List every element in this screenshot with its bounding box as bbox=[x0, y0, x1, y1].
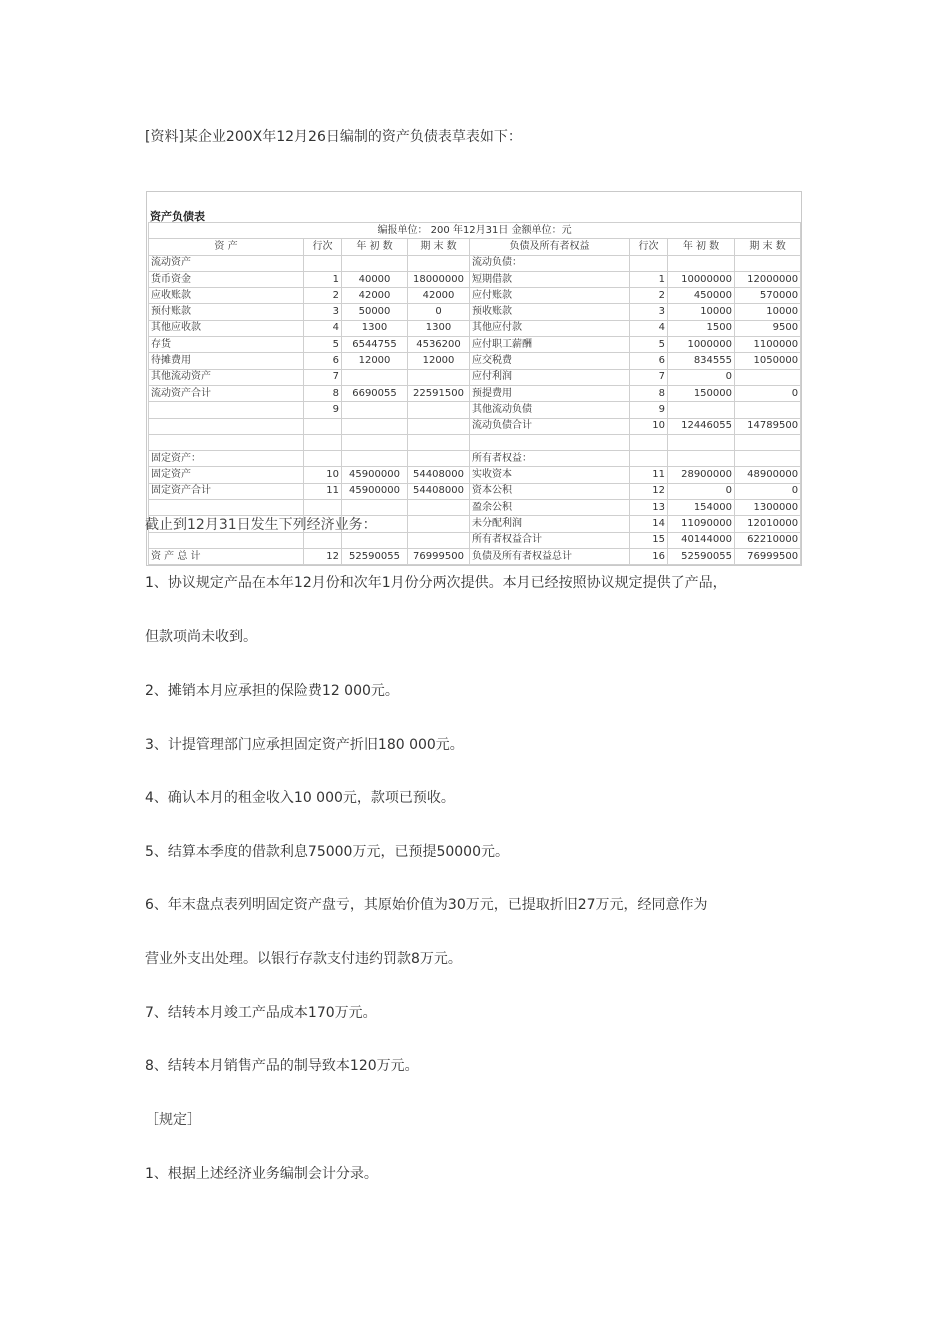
table-cell: 52590055 bbox=[342, 548, 408, 564]
table-cell: 其他流动资产 bbox=[149, 369, 304, 385]
table-cell: 8 bbox=[630, 385, 668, 401]
table-cell: 12 bbox=[304, 548, 342, 564]
table-row bbox=[149, 353, 801, 369]
table-cell: 0 bbox=[735, 483, 801, 499]
table-cell: 应交税费 bbox=[470, 353, 630, 369]
table-cell: 10000000 bbox=[668, 271, 735, 287]
table-cell: 固定资产： bbox=[149, 451, 304, 467]
table-cell: 62210000 bbox=[735, 532, 801, 548]
table-cell: 预付账款 bbox=[149, 304, 304, 320]
table-cell bbox=[342, 418, 408, 434]
table-cell bbox=[304, 434, 342, 450]
table-cell: 54408000 bbox=[408, 467, 470, 483]
table-cell: 3 bbox=[630, 304, 668, 320]
table-cell bbox=[149, 418, 304, 434]
table-cell: 盈余公积 bbox=[470, 500, 630, 516]
table-cell bbox=[304, 500, 342, 516]
table-cell bbox=[304, 451, 342, 467]
table-cell bbox=[304, 255, 342, 271]
column-header: 行次 bbox=[630, 239, 668, 255]
item-line: 但款项尚未收到。 bbox=[145, 629, 257, 645]
item-line: 8、结转本月销售产品的制导致本120万元。 bbox=[145, 1058, 419, 1074]
table-cell: 12000 bbox=[342, 353, 408, 369]
table-cell: 固定资产 bbox=[149, 467, 304, 483]
table-cell: 54408000 bbox=[408, 483, 470, 499]
table-cell: 1100000 bbox=[735, 337, 801, 353]
table-cell: 15 bbox=[630, 532, 668, 548]
table-cell: 1 bbox=[630, 271, 668, 287]
table-cell: 12446055 bbox=[668, 418, 735, 434]
table-cell: 6544755 bbox=[342, 337, 408, 353]
table-cell bbox=[304, 418, 342, 434]
table-cell: 流动负债合计 bbox=[470, 418, 630, 434]
table-cell: 45900000 bbox=[342, 483, 408, 499]
column-header: 负债及所有者权益 bbox=[470, 239, 630, 255]
table-cell bbox=[630, 255, 668, 271]
table-cell: 预提费用 bbox=[470, 385, 630, 401]
table-cell: 实收资本 bbox=[470, 467, 630, 483]
table-cell: 11090000 bbox=[668, 516, 735, 532]
table-cell: 76999500 bbox=[408, 548, 470, 564]
table-cell: 0 bbox=[408, 304, 470, 320]
table-row bbox=[149, 418, 801, 434]
table-row bbox=[149, 288, 801, 304]
sheet-title: 资产负债表 bbox=[150, 210, 205, 223]
table-cell bbox=[342, 451, 408, 467]
table-cell: 154000 bbox=[668, 500, 735, 516]
table-cell bbox=[149, 434, 304, 450]
table-row bbox=[149, 434, 801, 450]
column-header: 年 初 数 bbox=[668, 239, 735, 255]
table-row bbox=[149, 320, 801, 336]
table-cell: 0 bbox=[668, 483, 735, 499]
table-cell: 所有者权益合计 bbox=[470, 532, 630, 548]
item-line: 1、协议规定产品在本年12月份和次年1月份分两次提供。本月已经按照协议规定提供了产品， bbox=[145, 575, 727, 591]
table-cell bbox=[735, 255, 801, 271]
table-cell: 待摊费用 bbox=[149, 353, 304, 369]
table-cell: 其他应付款 bbox=[470, 320, 630, 336]
table-cell: 4 bbox=[304, 320, 342, 336]
table-cell: 1000000 bbox=[668, 337, 735, 353]
table-cell: 10000 bbox=[668, 304, 735, 320]
item-line: 1、根据上述经济业务编制会计分录。 bbox=[145, 1166, 378, 1182]
table-row bbox=[149, 255, 801, 271]
table-cell: 0 bbox=[668, 369, 735, 385]
column-header: 行次 bbox=[304, 239, 342, 255]
table-row bbox=[149, 451, 801, 467]
intro-text: [资料]某企业200X年12月26日编制的资产负债表草表如下： bbox=[145, 129, 522, 145]
table-cell: 28900000 bbox=[668, 467, 735, 483]
table-cell: 5 bbox=[630, 337, 668, 353]
table-cell: 其他流动负债 bbox=[470, 402, 630, 418]
table-cell: 52590055 bbox=[668, 548, 735, 564]
table-cell: 资 产 总 计 bbox=[149, 548, 304, 564]
balance-sheet-table bbox=[148, 222, 801, 565]
table-cell: 10000 bbox=[735, 304, 801, 320]
column-header: 期 末 数 bbox=[408, 239, 470, 255]
table-cell: 42000 bbox=[342, 288, 408, 304]
table-cell: 12000 bbox=[408, 353, 470, 369]
item-line: ［规定］ bbox=[145, 1112, 201, 1128]
table-cell: 货币资金 bbox=[149, 271, 304, 287]
table-cell: 10 bbox=[630, 418, 668, 434]
table-cell bbox=[735, 369, 801, 385]
table-cell: 所有者权益： bbox=[470, 451, 630, 467]
table-cell: 5 bbox=[304, 337, 342, 353]
table-cell bbox=[342, 402, 408, 418]
table-cell: 应付利润 bbox=[470, 369, 630, 385]
table-cell: 9 bbox=[304, 402, 342, 418]
table-cell bbox=[408, 255, 470, 271]
table-cell: 40144000 bbox=[668, 532, 735, 548]
table-cell bbox=[668, 451, 735, 467]
table-cell bbox=[342, 255, 408, 271]
table-cell: 10 bbox=[304, 467, 342, 483]
table-cell: 450000 bbox=[668, 288, 735, 304]
table-cell: 11 bbox=[304, 483, 342, 499]
table-cell: 12 bbox=[630, 483, 668, 499]
table-cell: 834555 bbox=[668, 353, 735, 369]
table-cell: 1300 bbox=[408, 320, 470, 336]
table-cell: 6 bbox=[304, 353, 342, 369]
table-cell: 流动负债： bbox=[470, 255, 630, 271]
balance-sheet-image bbox=[146, 191, 802, 566]
table-row bbox=[149, 385, 801, 401]
table-row bbox=[149, 402, 801, 418]
table-cell: 7 bbox=[630, 369, 668, 385]
table-cell bbox=[668, 402, 735, 418]
table-cell: 50000 bbox=[342, 304, 408, 320]
table-cell: 0 bbox=[735, 385, 801, 401]
table-cell bbox=[408, 451, 470, 467]
table-cell: 4 bbox=[630, 320, 668, 336]
table-cell bbox=[408, 500, 470, 516]
column-header: 资 产 bbox=[149, 239, 304, 255]
table-row bbox=[149, 548, 801, 564]
table-cell bbox=[408, 418, 470, 434]
table-cell: 570000 bbox=[735, 288, 801, 304]
sheet-subtitle: 编报单位： 200 年12月31日 金额单位：元 bbox=[149, 223, 801, 239]
table-cell bbox=[408, 434, 470, 450]
overlay-text: 截止到12月31日发生下列经济业务： bbox=[145, 517, 377, 533]
item-line: 5、结算本季度的借款利息75000万元，已预提50000元。 bbox=[145, 844, 509, 860]
table-cell: 6690055 bbox=[342, 385, 408, 401]
table-cell: 22591500 bbox=[408, 385, 470, 401]
table-cell: 6 bbox=[630, 353, 668, 369]
table-cell: 负债及所有者权益总计 bbox=[470, 548, 630, 564]
item-line: 营业外支出处理。以银行存款支付违约罚款8万元。 bbox=[145, 951, 462, 967]
table-cell: 存货 bbox=[149, 337, 304, 353]
column-header: 年 初 数 bbox=[342, 239, 408, 255]
table-row bbox=[149, 467, 801, 483]
table-cell: 固定资产合计 bbox=[149, 483, 304, 499]
table-cell bbox=[735, 451, 801, 467]
column-header: 期 末 数 bbox=[735, 239, 801, 255]
table-row bbox=[149, 369, 801, 385]
table-cell bbox=[408, 516, 470, 532]
table-cell: 1050000 bbox=[735, 353, 801, 369]
item-line: 4、确认本月的租金收入10 000元，款项已预收。 bbox=[145, 790, 455, 806]
table-row bbox=[149, 337, 801, 353]
table-cell bbox=[149, 500, 304, 516]
table-cell: 18000000 bbox=[408, 271, 470, 287]
table-row bbox=[149, 271, 801, 287]
table-cell: 76999500 bbox=[735, 548, 801, 564]
table-cell: 14 bbox=[630, 516, 668, 532]
table-cell: 1300 bbox=[342, 320, 408, 336]
table-cell: 其他应收款 bbox=[149, 320, 304, 336]
item-line: 2、摊销本月应承担的保险费12 000元。 bbox=[145, 683, 399, 699]
table-cell: 应付职工薪酬 bbox=[470, 337, 630, 353]
table-cell: 1 bbox=[304, 271, 342, 287]
table-cell: 14789500 bbox=[735, 418, 801, 434]
table-cell bbox=[470, 434, 630, 450]
table-cell: 4536200 bbox=[408, 337, 470, 353]
table-cell: 预收账款 bbox=[470, 304, 630, 320]
table-cell: 1300000 bbox=[735, 500, 801, 516]
item-line: 6、年末盘点表列明固定资产盘亏，其原始价值为30万元，已提取折旧27万元，经同意作为 bbox=[145, 897, 708, 913]
table-cell: 应付账款 bbox=[470, 288, 630, 304]
table-cell bbox=[668, 255, 735, 271]
table-cell: 短期借款 bbox=[470, 271, 630, 287]
table-header-row bbox=[149, 239, 801, 255]
table-cell: 12000000 bbox=[735, 271, 801, 287]
table-cell: 150000 bbox=[668, 385, 735, 401]
table-cell: 48900000 bbox=[735, 467, 801, 483]
table-cell bbox=[735, 434, 801, 450]
table-cell bbox=[149, 402, 304, 418]
table-cell bbox=[342, 369, 408, 385]
table-cell: 40000 bbox=[342, 271, 408, 287]
table-cell: 12010000 bbox=[735, 516, 801, 532]
table-cell bbox=[342, 434, 408, 450]
table-cell: 13 bbox=[630, 500, 668, 516]
table-cell: 9500 bbox=[735, 320, 801, 336]
table-cell: 应收账款 bbox=[149, 288, 304, 304]
table-cell: 16 bbox=[630, 548, 668, 564]
table-cell bbox=[630, 451, 668, 467]
table-cell: 3 bbox=[304, 304, 342, 320]
table-cell bbox=[408, 402, 470, 418]
item-line: 7、结转本月竣工产品成本170万元。 bbox=[145, 1005, 377, 1021]
table-cell: 流动资产 bbox=[149, 255, 304, 271]
table-row bbox=[149, 483, 801, 499]
table-cell bbox=[342, 500, 408, 516]
table-cell bbox=[668, 434, 735, 450]
table-cell: 流动资产合计 bbox=[149, 385, 304, 401]
table-cell: 42000 bbox=[408, 288, 470, 304]
table-cell bbox=[630, 434, 668, 450]
table-cell bbox=[408, 369, 470, 385]
table-cell: 未分配利润 bbox=[470, 516, 630, 532]
item-line: 3、计提管理部门应承担固定资产折旧180 000元。 bbox=[145, 737, 464, 753]
table-cell bbox=[735, 402, 801, 418]
table-row bbox=[149, 304, 801, 320]
table-cell: 9 bbox=[630, 402, 668, 418]
table-cell: 2 bbox=[304, 288, 342, 304]
table-cell: 1500 bbox=[668, 320, 735, 336]
table-cell: 45900000 bbox=[342, 467, 408, 483]
table-cell bbox=[408, 532, 470, 548]
table-cell: 2 bbox=[630, 288, 668, 304]
table-cell: 8 bbox=[304, 385, 342, 401]
table-cell: 11 bbox=[630, 467, 668, 483]
table-row bbox=[149, 500, 801, 516]
table-cell: 7 bbox=[304, 369, 342, 385]
table-cell: 资本公积 bbox=[470, 483, 630, 499]
